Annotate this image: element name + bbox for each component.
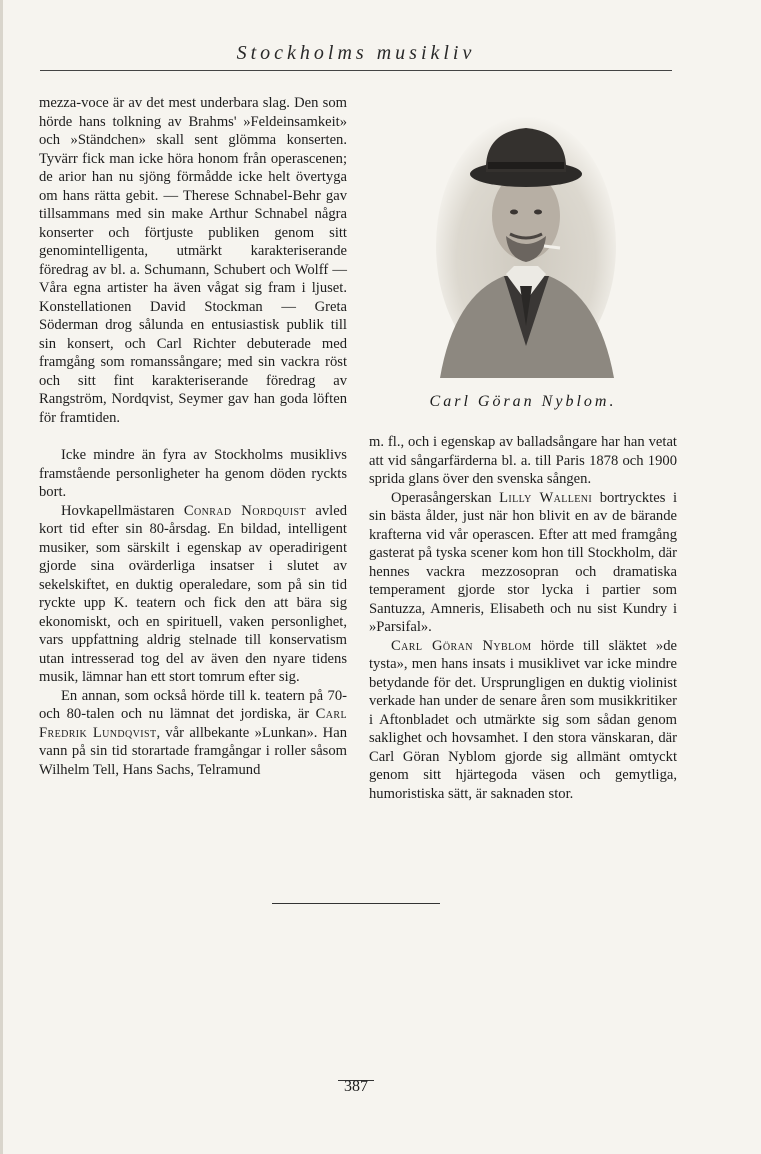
right-column xyxy=(369,433,677,803)
paragraph-nyblom: Carl Göran Nyblom hörde till släktet »de tysta», men hans insats i musiklivet var icke mindre betydande för det. Ursprungligen en duktig violinist verkade han under de senare åren som musikkritiker i Aftonbladet och utmärkte sig som sådan genom saklighet och hovsamhet. I den stora vänskaran, där Carl Göran Nyblom gjorde sig allmänt omtyckt genom sitt hjärtegoda väsen och gemytliga, humoristiska sätt, är saknaden stor. xyxy=(369,637,677,802)
page-number: 387 xyxy=(344,1078,368,1095)
name-carl-fredrik-lundqvist: Carl Fredrik Lundqvist xyxy=(39,706,347,741)
eye-right xyxy=(534,210,542,215)
header-rule xyxy=(40,70,672,71)
name-conrad-nordquist: Conrad Nordquist xyxy=(183,502,307,519)
portrait-photo xyxy=(434,96,619,378)
left-column xyxy=(39,94,347,779)
paragraph-lundqvist-cont: m. fl., och i egenskap av balladsångare har han vetat att vid sångarfärderna bl. a. till Paris 1878 och 1900 sprida glans över den svenska sången. xyxy=(369,434,677,487)
portrait-caption: Carl Göran Nyblom. xyxy=(429,393,617,410)
paragraph-walleni: Operasångerskan Lilly Walleni bortrycktes i sin bästa ålder, just när hon blivit en av de bärande krafterna vid vår operascen. Efter att med framgång gasterat på tyska scener kom hon till Stockholm, där hennes vackra mezzosopran och dramatiska temperament gjorde stor lycka i partier som Santuzza, Amneris, Elisabeth och nu sist Kundry i »Parsifal». xyxy=(369,489,678,635)
paragraph-lundqvist: En annan, som också hörde till k. teatern på 70- och 80-talen och nu lämnat det jordiska, är Carl Fredrik Lundqvist, vår allbekante »Lunkan». Han vann på sin tid storartade framgångar i roller såsom Wilhelm Tell, Hans Sachs, Telramund xyxy=(39,687,347,778)
section-end-rule xyxy=(272,903,440,904)
paragraph-intro-deaths: Icke mindre än fyra av Stockholms musiklivs framstående personligheter ha genom döden ryckts bort. xyxy=(39,447,347,500)
paragraph-nordquist: Hovkapellmästaren Conrad Nordquist avled kort tid efter sin 80-årsdag. En bildad, intelligent musiker, som särskilt i egenskap av operadirigent gjorde sina ovärderliga insatser i slutet av sekelskiftet, en duktig operaledare, som på sin tid ryckte upp K. teatern och fick den att bära sig ekonomiskt, och en spirituell, vaken personlighet, vars uppfattning aldrig stelnade till konservatism utan intresserad tog del av även den nyare tidens musik, lämnar han ett stort tomrum efter sig. xyxy=(39,502,347,685)
hat-band xyxy=(488,162,564,169)
page-edge xyxy=(0,0,3,1154)
cigarette xyxy=(544,246,560,248)
paragraph-schnabel: mezza-voce är av det mest underbara slag. Den som hörde hans tolkning av Brahms' »Feldeinsamkeit» och »Ständchen» skall sent glömma konserten. Tyvärr fick man icke höra honom från operascenen; de arior han nu sjöng förmådde icke helt övertyga om hans rätta gebit. — Therese Schnabel-Behr gav tillsammans med sin make Arthur Schnabel några konserter och förtjuste publiken genom sitt genomintelligenta, utmärkt karakteriserande föredrag av bl. a. Schumann, Schubert och Wolff — Våra egna artister ha även vågat sig fram i ljuset. Konstellationen David Stockman — Greta Söderman drog sålunda en entusiastisk publik till sin konsert, och Carl Richter debuterade med framgång som romanssångare; med sin vackra röst och sitt fint karakteriserande föredrag av Rangström, Nordqvist, Seymer gav han goda löften för framtiden. xyxy=(39,95,347,426)
running-header: Stockholms musikliv xyxy=(236,42,476,64)
name-carl-goran-nyblom: Carl Göran Nyblom xyxy=(391,637,532,654)
eye-left xyxy=(510,210,518,215)
name-lilly-walleni: Lilly Walleni xyxy=(499,489,593,506)
portrait-illustration xyxy=(434,96,619,378)
section-gap xyxy=(39,427,347,446)
